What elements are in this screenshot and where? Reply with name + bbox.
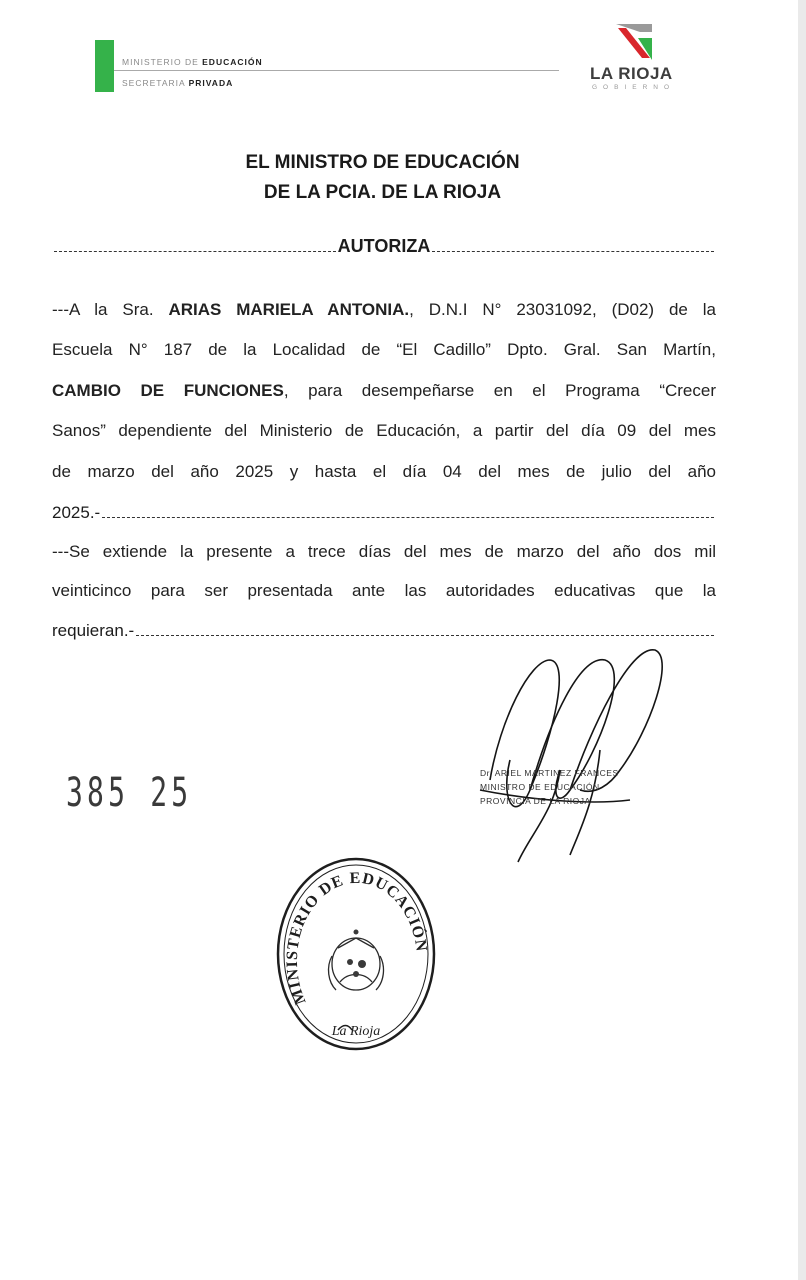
header-rule xyxy=(114,70,559,71)
signature-stamp-line2: MINISTRO DE EDUCACIÓN xyxy=(480,782,600,792)
dash-fill xyxy=(136,635,714,636)
body-line: de marzo del año 2025 y hasta el día 04 del mes de julio del año xyxy=(52,462,716,481)
body-line: veinticinco para ser presentada ante las autoridades educativas que la xyxy=(52,581,716,600)
dash-fill xyxy=(54,251,336,252)
ministry-green-bar xyxy=(95,40,114,92)
body-line-dashed: requieran.- xyxy=(52,621,716,641)
seal-arc-text: MINISTERIO DE EDUCACIÓN xyxy=(283,869,430,1007)
dash-fill xyxy=(432,251,714,252)
body-line-dashed: 2025.- xyxy=(52,503,716,523)
ministry-seal-icon xyxy=(268,852,443,1057)
body-line: ---Se extiende la presente a trece días del mes de marzo del año dos mil xyxy=(52,542,716,561)
la-rioja-logo-icon xyxy=(612,20,656,62)
body-line: Sanos” dependiente del Ministerio de Educación, a partir del día 09 del mes xyxy=(52,421,716,440)
document-title-line1: EL MINISTRO DE EDUCACIÓN xyxy=(245,152,520,173)
dash-fill xyxy=(102,517,714,518)
body-line: Escuela N° 187 de la Localidad de “El Cadillo” Dpto. Gral. San Martín, xyxy=(52,340,716,359)
beneficiary-name: ARIAS MARIELA ANTONIA. xyxy=(168,300,410,319)
autoriza-row xyxy=(52,236,716,257)
resolution-number: 385 25 xyxy=(66,770,193,816)
page-edge xyxy=(798,0,806,1280)
body-line: ---A la Sra. ARIAS MARIELA ANTONIA., D.N.I N° 23031092, (D02) de la xyxy=(52,300,716,319)
seal-bottom-text: La Rioja xyxy=(331,1024,381,1039)
autoriza-label: AUTORIZA xyxy=(337,236,431,256)
ministry-header-text: MINISTERIO DE EDUCACIÓN xyxy=(122,57,263,67)
la-rioja-logo-text: LA RIOJA xyxy=(590,64,673,83)
signature-stamp-line1: Dr. ARIEL MARTINEZ FRANCES xyxy=(480,768,619,778)
signature-stamp-line3: PROVINCIA DE LA RIOJA xyxy=(480,796,591,806)
document-title-line2: DE LA PCIA. DE LA RIOJA xyxy=(263,182,502,203)
body-line: CAMBIO DE FUNCIONES, para desempeñarse en el Programa “Crecer xyxy=(52,381,716,400)
office-header-text: SECRETARIA PRIVADA xyxy=(122,78,234,88)
minister-signature xyxy=(470,640,680,865)
cambio-funciones: CAMBIO DE FUNCIONES xyxy=(52,381,284,400)
la-rioja-logo-subtext: GOBIERNO xyxy=(592,84,676,91)
